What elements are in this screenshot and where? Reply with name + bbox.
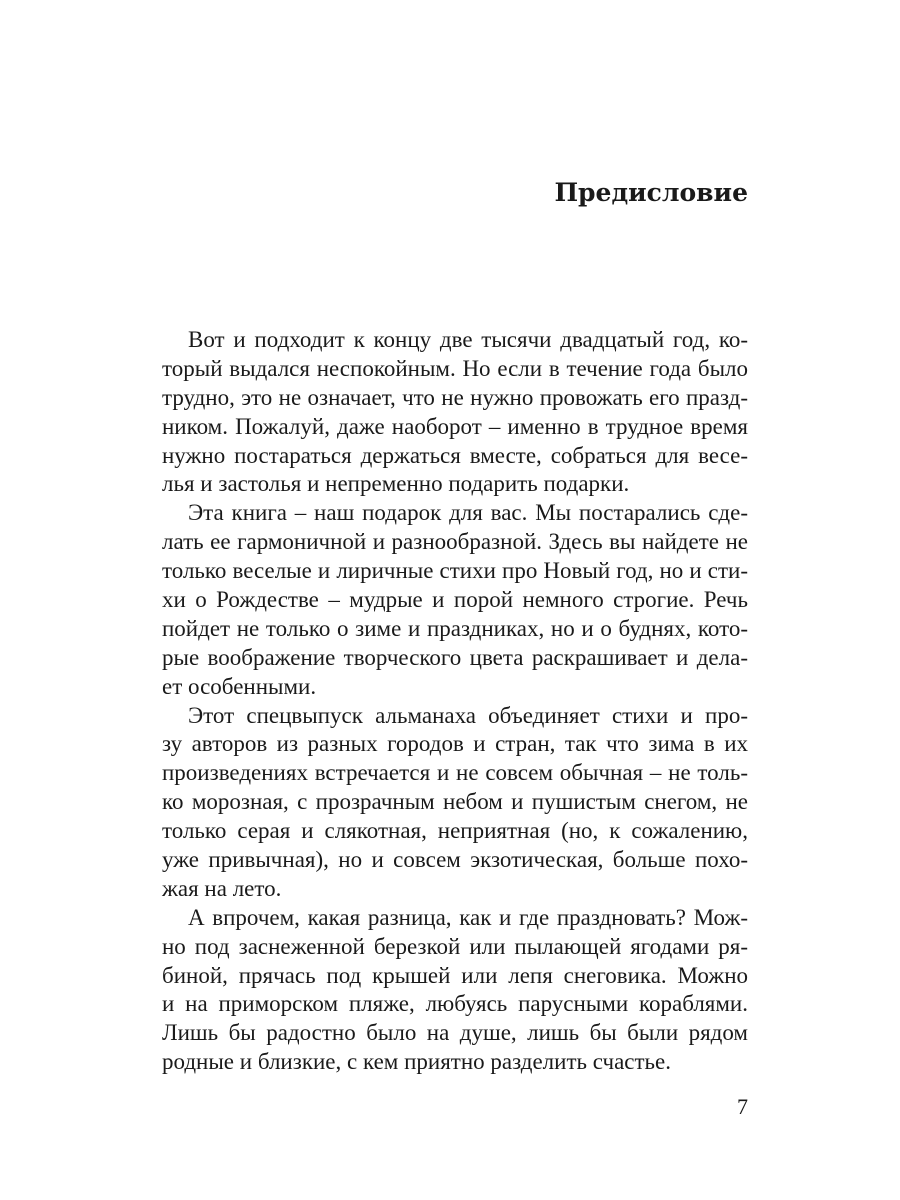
text-line: но под заснеженной березкой или пылающей ягодами ря- [162,933,748,959]
text-line: Вот и подходит к концу две тысячи двадцатый год, ко- [188,327,748,352]
chapter-title: Предисловие [554,178,748,207]
text-line: торый выдался неспокойным. Но если в течение года было [162,355,748,381]
text-line: лья и застолья и непременно подарить подарки. [162,471,630,497]
text-line: нужно постараться держаться вместе, собраться для весе- [162,442,748,468]
text-line: трудно, это не означает, что не нужно провожать его празд- [162,384,748,410]
text-line: А впрочем, какая разница, как и где праздновать? Мож- [188,904,748,930]
page-number: 7 [737,1094,748,1119]
text-line: лать ее гармоничной и разнообразной. Здесь вы найдете не [162,529,748,555]
text-line: Этот спецвыпуск альманаха объединяет стихи и про- [188,702,748,728]
text-line: только серая и слякотная, неприятная (но, к сожалению, [162,818,748,844]
text-line: только веселые и лиричные стихи про Новый год, но и сти- [162,558,748,584]
text-line: биной, прячась под крышей или лепя снеговика. Можно [162,962,748,988]
text-line: уже привычная), но и совсем экзотическая, больше похо- [162,847,748,873]
text-line: жая на лето. [162,875,282,901]
text-line: рые воображение творческого цвета раскрашивает и дела- [162,644,748,670]
text-line: ко морозная, с прозрачным небом и пушистым снегом, не [162,789,748,815]
text-line: хи о Рождестве – мудрые и порой немного строгие. Речь [162,587,748,613]
text-line: Эта книга – наш подарок для вас. Мы постарались сде- [188,500,748,526]
preface-body [162,326,748,1077]
text-line: Лишь бы радостно было на душе, лишь бы были рядом [162,1020,748,1046]
text-line: произведениях встречается и не совсем обычная – не толь- [162,760,748,786]
text-line: ет особенными. [162,673,317,699]
text-line: зу авторов из разных городов и стран, так что зима в их [162,731,748,757]
text-line: пойдет не только о зиме и праздниках, но и о буднях, кото- [162,615,748,641]
text-line: и на приморском пляже, любуясь парусными кораблями. [162,991,748,1017]
text-line: ником. Пожалуй, даже наоборот – именно в трудное время [162,413,748,439]
text-line: родные и близкие, с кем приятно разделить счастье. [162,1049,671,1075]
